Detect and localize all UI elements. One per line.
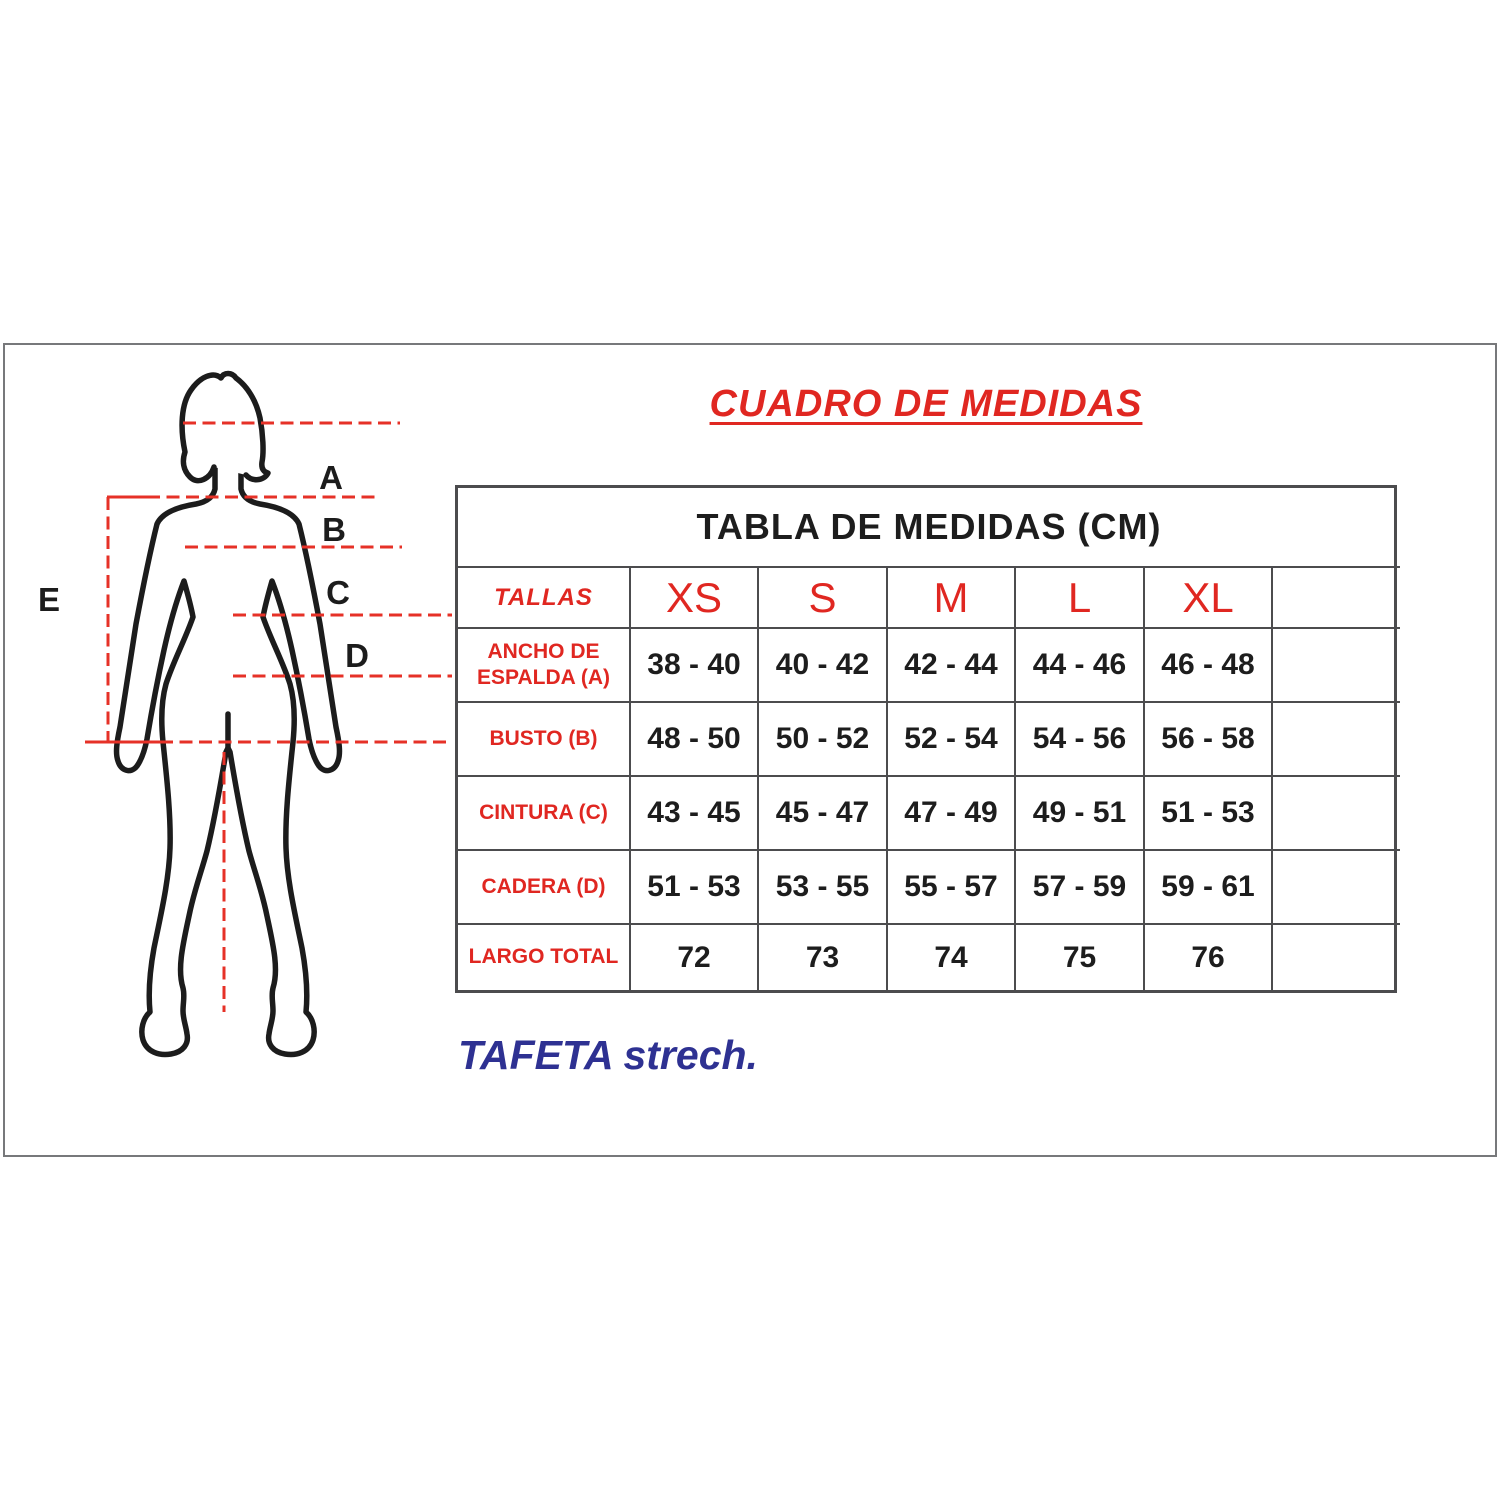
row-label: BUSTO (B) xyxy=(458,701,629,775)
female-body-outline xyxy=(117,466,340,1054)
table-cell-empty xyxy=(1271,627,1400,701)
table-cell: 59 - 61 xyxy=(1143,849,1271,923)
table-cell: 52 - 54 xyxy=(886,701,1014,775)
table-cell: 76 xyxy=(1143,923,1271,990)
sizes-header-label: TALLAS xyxy=(458,566,629,627)
row-label: CADERA (D) xyxy=(458,849,629,923)
table-cell: 40 - 42 xyxy=(757,627,886,701)
label-c: C xyxy=(326,574,350,611)
size-col-l: L xyxy=(1014,566,1143,627)
table-title: TABLA DE MEDIDAS (CM) xyxy=(696,506,1162,547)
label-a: A xyxy=(319,459,343,496)
row-label: ANCHO DE ESPALDA (A) xyxy=(458,627,629,701)
table-cell: 74 xyxy=(886,923,1014,990)
size-col-s: S xyxy=(757,566,886,627)
size-col-m: M xyxy=(886,566,1014,627)
label-e: E xyxy=(37,581,61,618)
table-cell: 46 - 48 xyxy=(1143,627,1271,701)
page-title: CUADRO DE MEDIDAS xyxy=(709,383,1143,425)
table-cell: 51 - 53 xyxy=(629,849,757,923)
table-cell-empty xyxy=(1271,923,1400,990)
table-cell: 47 - 49 xyxy=(886,775,1014,849)
table-cell: 75 xyxy=(1014,923,1143,990)
table-cell: 73 xyxy=(757,923,886,990)
size-col-xl: XL xyxy=(1143,566,1271,627)
label-b: B xyxy=(322,511,346,548)
hair-fill xyxy=(182,374,268,481)
table-cell: 55 - 57 xyxy=(886,849,1014,923)
fabric-note: TAFETA strech. xyxy=(458,1032,758,1078)
table-cell: 43 - 45 xyxy=(629,775,757,849)
row-label: CINTURA (C) xyxy=(458,775,629,849)
table-cell: 72 xyxy=(629,923,757,990)
table-cell-empty xyxy=(1271,775,1400,849)
table-cell: 44 - 46 xyxy=(1014,627,1143,701)
table-cell-empty xyxy=(1271,701,1400,775)
size-col-empty xyxy=(1271,566,1400,627)
table-cell: 56 - 58 xyxy=(1143,701,1271,775)
table-cell-empty xyxy=(1271,849,1400,923)
label-d: D xyxy=(345,637,369,674)
table-cell: 45 - 47 xyxy=(757,775,886,849)
table-cell: 42 - 44 xyxy=(886,627,1014,701)
size-col-xs: XS xyxy=(629,566,757,627)
table-cell: 57 - 59 xyxy=(1014,849,1143,923)
table-cell: 53 - 55 xyxy=(757,849,886,923)
table-cell: 54 - 56 xyxy=(1014,701,1143,775)
table-cell: 48 - 50 xyxy=(629,701,757,775)
measurement-table xyxy=(455,485,1397,993)
table-cell: 51 - 53 xyxy=(1143,775,1271,849)
table-cell: 49 - 51 xyxy=(1014,775,1143,849)
table-cell: 50 - 52 xyxy=(757,701,886,775)
row-label: LARGO TOTAL xyxy=(458,923,629,990)
table-cell: 38 - 40 xyxy=(629,627,757,701)
